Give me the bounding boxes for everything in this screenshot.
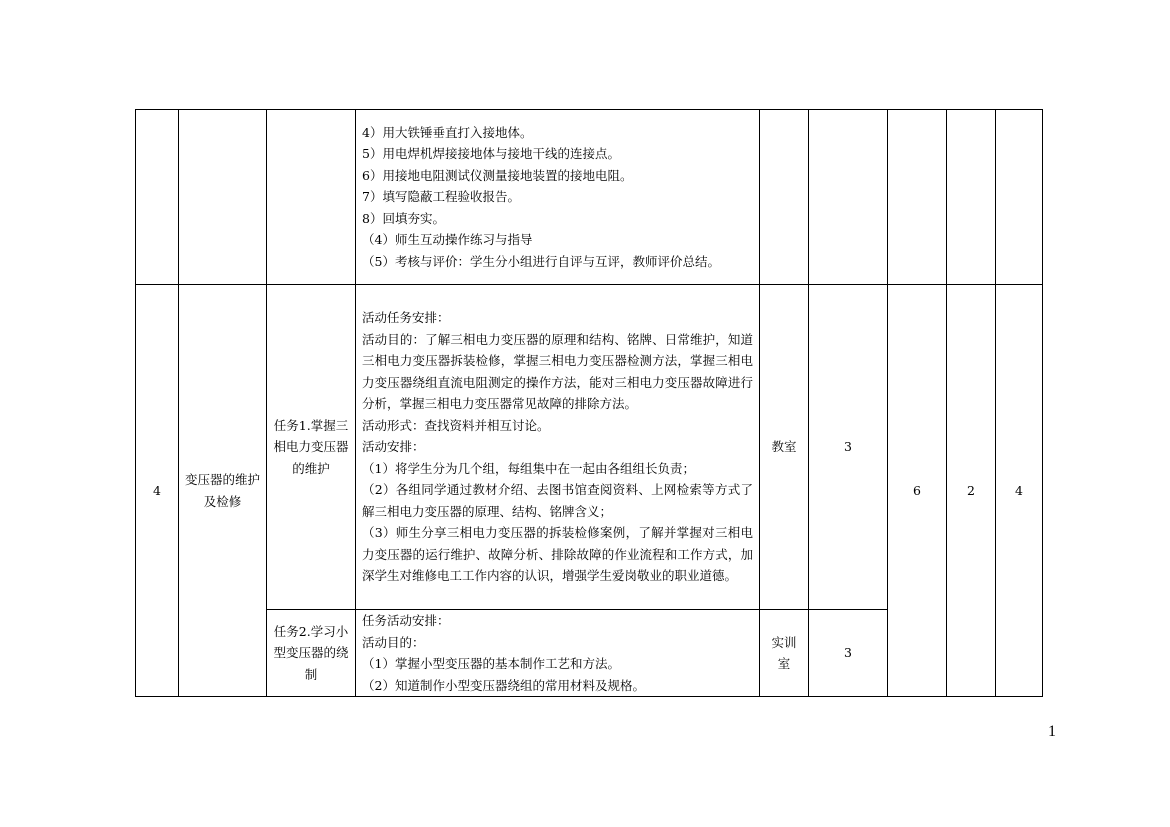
content-line: （2）各组同学通过教材介绍、去图书馆查阅资料、上网检索等方式了解三相电力变压器的原理、结构、铭牌含义； — [362, 482, 753, 519]
location: 实训室 — [760, 610, 809, 697]
task-name: 任务2.学习小型变压器的绕制 — [267, 610, 356, 697]
content-line: 活动目的： — [362, 634, 425, 650]
course-schedule-table — [135, 109, 1043, 697]
content-line: 活动任务安排： — [362, 310, 450, 326]
location-cell-empty — [760, 110, 809, 285]
content-line: （2）知道制作小型变压器绕组的常用材料及规格。 — [362, 677, 645, 693]
content-line: （4）师生互动操作练习与指导 — [362, 232, 533, 248]
content-line: 活动形式：查找资料并相互讨论。 — [362, 417, 550, 433]
content-line: 活动目的：了解三相电力变压器的原理和结构、铭牌、日常维护，知道三相电力变压器拆装检修，掌握三相电力变压器检测方法，掌握三相电力变压器绕组直流电阻测定的操作方法，能对三相电力变压器故障进行分析，掌握三相电力变压器常见故障的排除方法。 — [362, 331, 753, 412]
content-line: 活动安排： — [362, 439, 425, 455]
content-line: 任务活动安排： — [362, 613, 450, 628]
col-c-value: 4 — [996, 285, 1043, 697]
content-line: 7）填写隐蔽工程验收报告。 — [362, 189, 520, 205]
location: 教室 — [760, 285, 809, 610]
task-name: 任务1.掌握三相电力变压器的维护 — [267, 285, 356, 610]
table-row — [136, 110, 1043, 285]
content-line: （1）将学生分为几个组，每组集中在一起由各组组长负责； — [362, 460, 695, 476]
task-name-cell-empty — [267, 110, 356, 285]
content-line: 5）用电焊机焊接接地体与接地干线的连接点。 — [362, 146, 620, 162]
hours: 3 — [809, 610, 888, 697]
col-a-value: 6 — [888, 285, 947, 697]
col-b-value: 2 — [947, 285, 996, 697]
content-line: （5）考核与评价：学生分小组进行自评与互评，教师评价总结。 — [362, 253, 720, 269]
content-line: 6）用接地电阻测试仪测量接地装置的接地电阻。 — [362, 167, 633, 183]
content-line: （1）掌握小型变压器的基本制作工艺和方法。 — [362, 656, 620, 671]
col-b-cell-empty — [947, 110, 996, 285]
content-line: 4）用大铁锤垂直打入接地体。 — [362, 124, 533, 140]
module-number: 4 — [136, 285, 179, 697]
hours-cell-empty — [809, 110, 888, 285]
module-name: 变压器的维护及检修 — [179, 285, 267, 697]
activity-content-cell — [356, 110, 760, 285]
hours: 3 — [809, 285, 888, 610]
activity-content-cell — [356, 285, 760, 610]
table-row — [136, 285, 1043, 610]
module-number-cell-empty — [136, 110, 179, 285]
page-number: 1 — [1048, 723, 1056, 740]
module-name-cell-empty — [179, 110, 267, 285]
activity-content-cell — [356, 610, 760, 697]
col-c-cell-empty — [996, 110, 1043, 285]
content-line: （3）师生分享三相电力变压器的拆装检修案例，了解并掌握对三相电力变压器的运行维护、故障分析、排除故障的作业流程和工作方式，加深学生对维修电工工作内容的认识，增强学生爱岗敬业的职业道德。 — [362, 525, 753, 584]
content-line: 8）回填夯实。 — [362, 210, 445, 226]
col-a-cell-empty — [888, 110, 947, 285]
